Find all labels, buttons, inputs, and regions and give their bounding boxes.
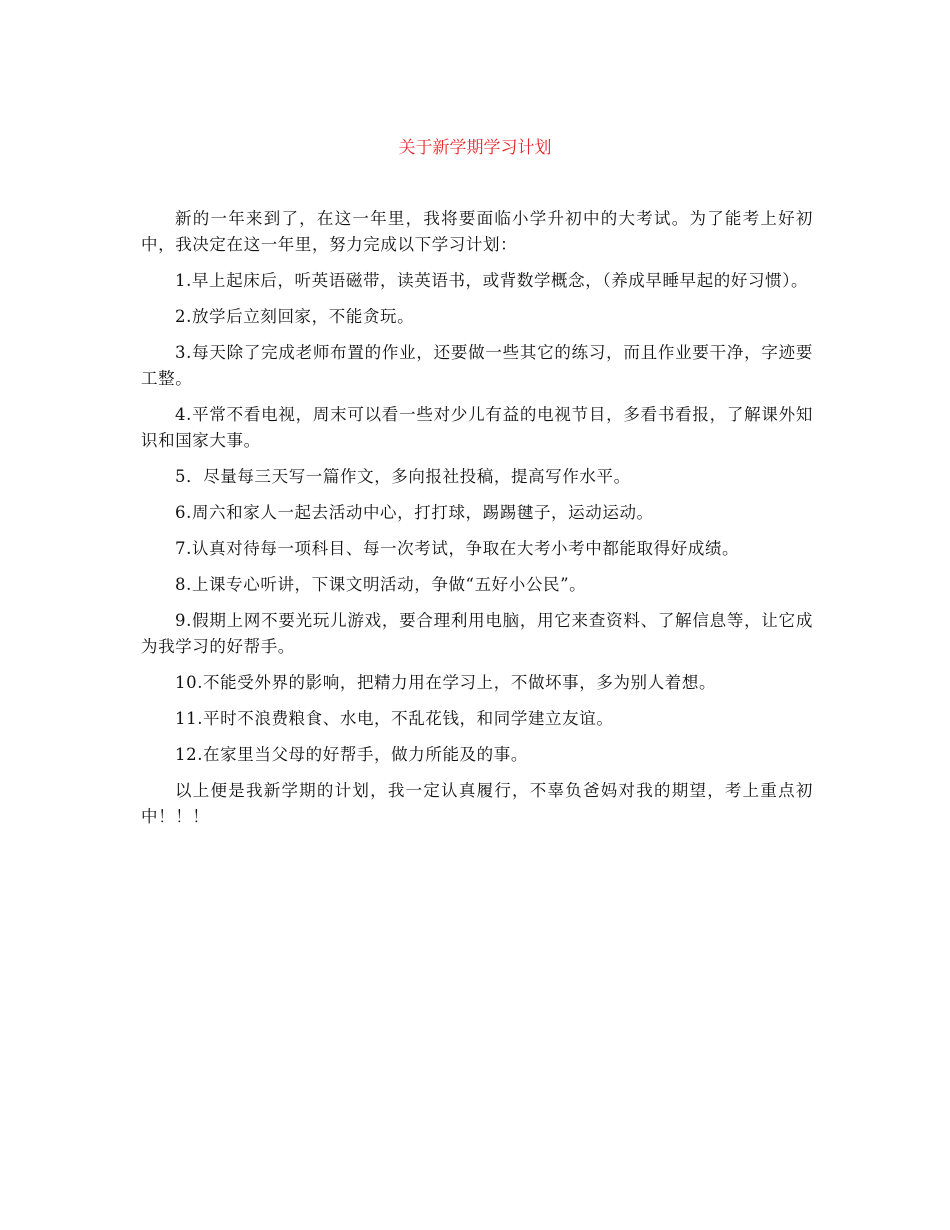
plan-item-4: 4.平常不看电视，周末可以看一些对少儿有益的电视节目，多看书看报，了解课外知识和国家大事。 xyxy=(141,405,813,450)
plan-item-5: 5．尽量每三天写一篇作文，多向报社投稿，提高写作水平。 xyxy=(175,467,631,486)
plan-item-11: 11.平时不浪费粮食、水电，不乱花钱，和同学建立友谊。 xyxy=(175,709,614,728)
plan-item-9: 9.假期上网不要光玩儿游戏，要合理利用电脑，用它来查资料、了解信息等，让它成为我学习的好帮手。 xyxy=(141,611,813,656)
plan-item-1: 1.早上起床后，听英语磁带，读英语书，或背数学概念，（养成早睡早起的好习惯）。 xyxy=(175,271,809,290)
plan-item-8: 8.上课专心听讲，下课文明活动，争做“五好小公民”。 xyxy=(175,575,587,594)
document-body xyxy=(141,206,813,840)
plan-item-7: 7.认真对待每一项科目、每一次考试，争取在大考小考中都能取得好成绩。 xyxy=(175,539,740,558)
plan-item-12: 12.在家里当父母的好帮手，做力所能及的事。 xyxy=(175,745,528,764)
document-title: 关于新学期学习计划 xyxy=(398,138,552,158)
plan-item-3: 3.每天除了完成老师布置的作业，还要做一些其它的练习，而且作业要干净，字迹要工整。 xyxy=(141,343,813,388)
plan-item-6: 6.周六和家人一起去活动中心，打打球，踢踢毽子，运动运动。 xyxy=(175,503,654,522)
closing-paragraph: 以上便是我新学期的计划，我一定认真履行，不辜负爸妈对我的期望，考上重点初中！！！ xyxy=(141,781,813,826)
intro-paragraph: 新的一年来到了，在这一年里，我将要面临小学升初中的大考试。为了能考上好初中，我决定在这一年里，努力完成以下学习计划： xyxy=(141,209,813,254)
plan-item-2: 2.放学后立刻回家，不能贪玩。 xyxy=(175,307,415,326)
plan-item-10: 10.不能受外界的影响，把精力用在学习上，不做坏事，多为别人着想。 xyxy=(175,673,717,692)
